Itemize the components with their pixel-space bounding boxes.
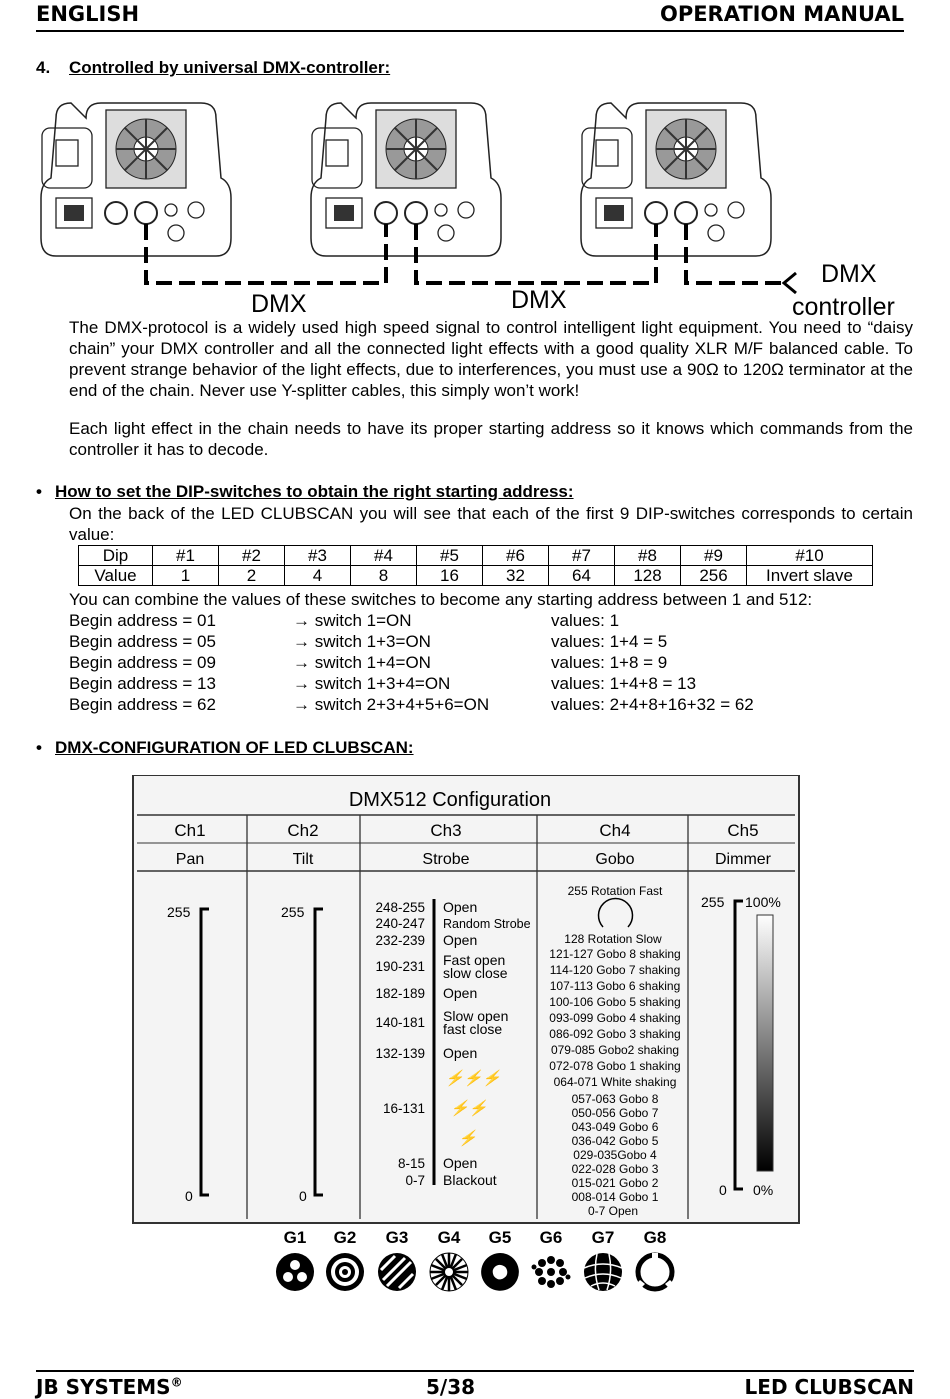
bullet: •: [36, 482, 42, 501]
footer-product: LED CLUBSCAN: [744, 1375, 914, 1399]
table-cell: 8: [351, 566, 417, 586]
gobo-range: 008-014 Gobo 1: [571, 1190, 659, 1204]
switch-values: values: 1+8 = 9: [551, 653, 668, 672]
dmx-configuration-chart: [125, 775, 830, 1305]
config-section-title: DMX-CONFIGURATION OF LED CLUBSCAN:: [55, 738, 414, 757]
registered-mark: ®: [170, 1375, 183, 1390]
gobo-range: 0-7 Open: [587, 1204, 639, 1218]
strobe-label: Open: [443, 932, 478, 948]
table-row: [79, 566, 873, 586]
gobo-range: 093-099 Gobo 4 shaking: [549, 1011, 681, 1025]
bullet: •: [36, 738, 42, 757]
pan-max: 255: [167, 904, 191, 920]
strobe-label: Fast open: [443, 952, 506, 968]
dmx-label: DMX: [511, 286, 567, 314]
header-doc-title: OPERATION MANUAL: [659, 2, 904, 26]
strobe-range: 16-131: [382, 1101, 425, 1116]
light-unit-rear-panel: [581, 103, 771, 256]
table-cell: #10: [747, 546, 873, 566]
strobe-range: 8-15: [397, 1156, 425, 1171]
gobo-name: G6: [539, 1228, 563, 1247]
gobo-range: 029-035Gobo 4: [573, 1148, 657, 1162]
gobo-range: 072-078 Gobo 1 shaking: [549, 1059, 681, 1073]
gobo-range: 107-113 Gobo 6 shaking: [549, 979, 681, 993]
gobo-3-icon: [378, 1253, 416, 1291]
begin-address: Begin address = 13: [69, 674, 216, 693]
dimmer-max: 255: [701, 894, 725, 910]
gobo-name: G2: [333, 1228, 357, 1247]
table-cell: #2: [219, 546, 285, 566]
table-cell: Dip: [79, 546, 153, 566]
dmx-cable: [146, 224, 386, 283]
gobo-1-icon: [276, 1253, 314, 1291]
strobe-label: Slow open: [443, 1008, 509, 1024]
section-title: Controlled by universal DMX-controller:: [69, 58, 391, 77]
table-cell: 16: [417, 566, 483, 586]
begin-address: Begin address = 01: [69, 611, 216, 630]
table-row: [79, 546, 873, 566]
table-cell: 4: [285, 566, 351, 586]
table-cell: 1: [153, 566, 219, 586]
gobo-name: G7: [591, 1228, 615, 1247]
table-cell: #5: [417, 546, 483, 566]
strobe-range: 0-7: [405, 1173, 425, 1188]
function-header: Gobo: [595, 851, 635, 868]
dimmer-min-percent: 0%: [753, 1182, 774, 1198]
dimmer-max-percent: 100%: [745, 894, 781, 910]
switch-values: values: 1+4 = 5: [551, 632, 668, 651]
light-unit-rear-panel: [311, 103, 501, 256]
strobe-range: 140-181: [375, 1015, 425, 1030]
gobo-5-icon: [476, 1248, 524, 1296]
page-footer: [36, 1370, 914, 1398]
paragraph-addressing: Each light effect in the chain needs to have its proper starting address so it knows which commands from the controller it has to decode.: [69, 419, 913, 459]
lightning-icon: ⚡⚡⚡: [445, 1070, 502, 1087]
dmx-wiring-diagram: [36, 98, 916, 320]
table-cell: #1: [153, 546, 219, 566]
gobo-icon-row: [276, 1248, 674, 1296]
page-number: 5/38: [426, 1375, 476, 1399]
lightning-icon: ⚡: [458, 1130, 477, 1147]
gobo-range: 022-028 Gobo 3: [571, 1162, 659, 1176]
dmx-label: DMX: [251, 290, 307, 318]
gobo-6-icon: [532, 1256, 571, 1288]
connector-icon: [784, 273, 796, 293]
gobo-7-icon: [584, 1253, 622, 1291]
section-number: 4.: [36, 58, 51, 77]
switch-values: values: 1+4+8 = 13: [551, 674, 697, 693]
gobo-name: G4: [437, 1228, 461, 1247]
channel-header: Ch5: [727, 821, 759, 840]
function-header: Dimmer: [715, 851, 771, 868]
tilt-min: 0: [299, 1188, 307, 1204]
gobo-range: 121-127 Gobo 8 shaking: [549, 947, 681, 961]
gobo-range: 100-106 Gobo 5 shaking: [549, 995, 681, 1009]
table-cell: #7: [549, 546, 615, 566]
gobo-8-icon: [636, 1253, 674, 1289]
strobe-range: 248-255: [375, 900, 425, 915]
gobo-range: 079-085 Gobo2 shaking: [550, 1043, 680, 1057]
strobe-label: Open: [443, 985, 478, 1001]
begin-address: Begin address = 05: [69, 632, 216, 651]
header-language: ENGLISH: [36, 2, 140, 26]
switch-setting: → switch 1=ON: [293, 611, 412, 630]
combine-text: You can combine the values of these switches to become any starting address between 1 and 512:: [69, 590, 813, 609]
gobo-name: G5: [488, 1228, 512, 1247]
gobo-range: 064-071 White shaking: [553, 1075, 677, 1089]
strobe-range: 132-139: [375, 1046, 425, 1061]
strobe-label: Blackout: [443, 1172, 497, 1188]
channel-header: Ch3: [430, 821, 462, 840]
table-cell: 64: [549, 566, 615, 586]
gobo-2-icon: [326, 1253, 364, 1291]
strobe-label: slow close: [443, 965, 508, 981]
light-unit-rear-panel: [41, 103, 231, 256]
gobo-name: G1: [283, 1228, 307, 1247]
gobo-name: G8: [643, 1228, 667, 1247]
strobe-label: Open: [443, 899, 478, 915]
switch-setting: → switch 1+3=ON: [293, 632, 431, 651]
gobo-rotation-slow: 128 Rotation Slow: [564, 932, 662, 946]
strobe-label: fast close: [443, 1021, 503, 1037]
strobe-range: 232-239: [375, 933, 425, 948]
table-cell: #9: [681, 546, 747, 566]
table-cell: Invert slave: [747, 566, 873, 586]
tilt-max: 255: [281, 904, 305, 920]
strobe-label: Random Strobe: [443, 917, 531, 931]
page-header: [36, 2, 904, 32]
function-header: Strobe: [422, 851, 470, 868]
table-cell: 2: [219, 566, 285, 586]
gobo-rotation-fast: 255 Rotation Fast: [567, 884, 663, 898]
dip-section-title: How to set the DIP-switches to obtain the right starting address:: [55, 482, 574, 501]
table-cell: #6: [483, 546, 549, 566]
gobo-range: 114-120 Gobo 7 shaking: [549, 963, 681, 977]
dip-switch-table: [78, 545, 873, 586]
channel-header: Ch4: [599, 821, 631, 840]
table-cell: #4: [351, 546, 417, 566]
gobo-range: 057-063 Gobo 8: [571, 1092, 659, 1106]
gobo-range: 086-092 Gobo 3 shaking: [549, 1027, 681, 1041]
gobo-range: 043-049 Gobo 6: [571, 1120, 659, 1134]
gobo-name: G3: [385, 1228, 409, 1247]
strobe-range: 190-231: [375, 959, 425, 974]
dimmer-gradient-bar: [757, 915, 773, 1171]
strobe-label: Open: [443, 1045, 478, 1061]
gobo-range: 050-056 Gobo 7: [571, 1106, 659, 1120]
dimmer-min: 0: [719, 1182, 727, 1198]
gobo-4-icon: [430, 1253, 468, 1291]
table-cell: 128: [615, 566, 681, 586]
table-cell: 32: [483, 566, 549, 586]
pan-min: 0: [185, 1188, 193, 1204]
gobo-range: 036-042 Gobo 5: [571, 1134, 659, 1148]
gobo-range: 015-021 Gobo 2: [571, 1176, 659, 1190]
function-header: Tilt: [292, 851, 314, 868]
table-cell: #8: [615, 546, 681, 566]
controller-label: DMX: [821, 260, 877, 288]
channel-header: Ch2: [287, 821, 319, 840]
lightning-icon: ⚡⚡: [450, 1100, 488, 1117]
strobe-range: 182-189: [375, 986, 425, 1001]
table-cell: Value: [79, 566, 153, 586]
strobe-range: 240-247: [375, 916, 425, 931]
controller-label: controller: [792, 293, 895, 320]
switch-setting: → switch 1+3+4=ON: [293, 674, 451, 693]
footer-brand: JB SYSTEMS®: [36, 1375, 183, 1399]
chart-title: DMX512 Configuration: [348, 789, 552, 811]
switch-setting: → switch 2+3+4+5+6=ON: [293, 695, 490, 714]
function-header: Pan: [175, 851, 205, 868]
paragraph-daisy-chain: The DMX-protocol is a widely used high speed signal to control intelligent light equipment. You need to “daisy chain” your DMX controller and all the connected light effects with a good quality XLR M/F balanced cable. To prevent strange behavior of the light effects, due to interferences, you must use a 90Ω to 120Ω terminator at the end of the chain. Never use Y-splitter cables, this simply won’t work!: [69, 318, 913, 400]
dmx-cable: [416, 224, 656, 283]
dmx-cable: [686, 224, 781, 283]
dip-intro: On the back of the LED CLUBSCAN you will see that each of the first 9 DIP-switches corresponds to certain value:: [69, 504, 913, 544]
channel-header: Ch1: [174, 821, 206, 840]
switch-setting: → switch 1+4=ON: [293, 653, 431, 672]
strobe-label: Open: [443, 1155, 478, 1171]
begin-address: Begin address = 09: [69, 653, 216, 672]
switch-values: values: 1: [551, 611, 620, 630]
table-cell: 256: [681, 566, 747, 586]
gobo-name-row: [284, 1228, 667, 1247]
switch-values: values: 2+4+8+16+32 = 62: [551, 695, 754, 714]
begin-address: Begin address = 62: [69, 695, 216, 714]
table-cell: #3: [285, 546, 351, 566]
